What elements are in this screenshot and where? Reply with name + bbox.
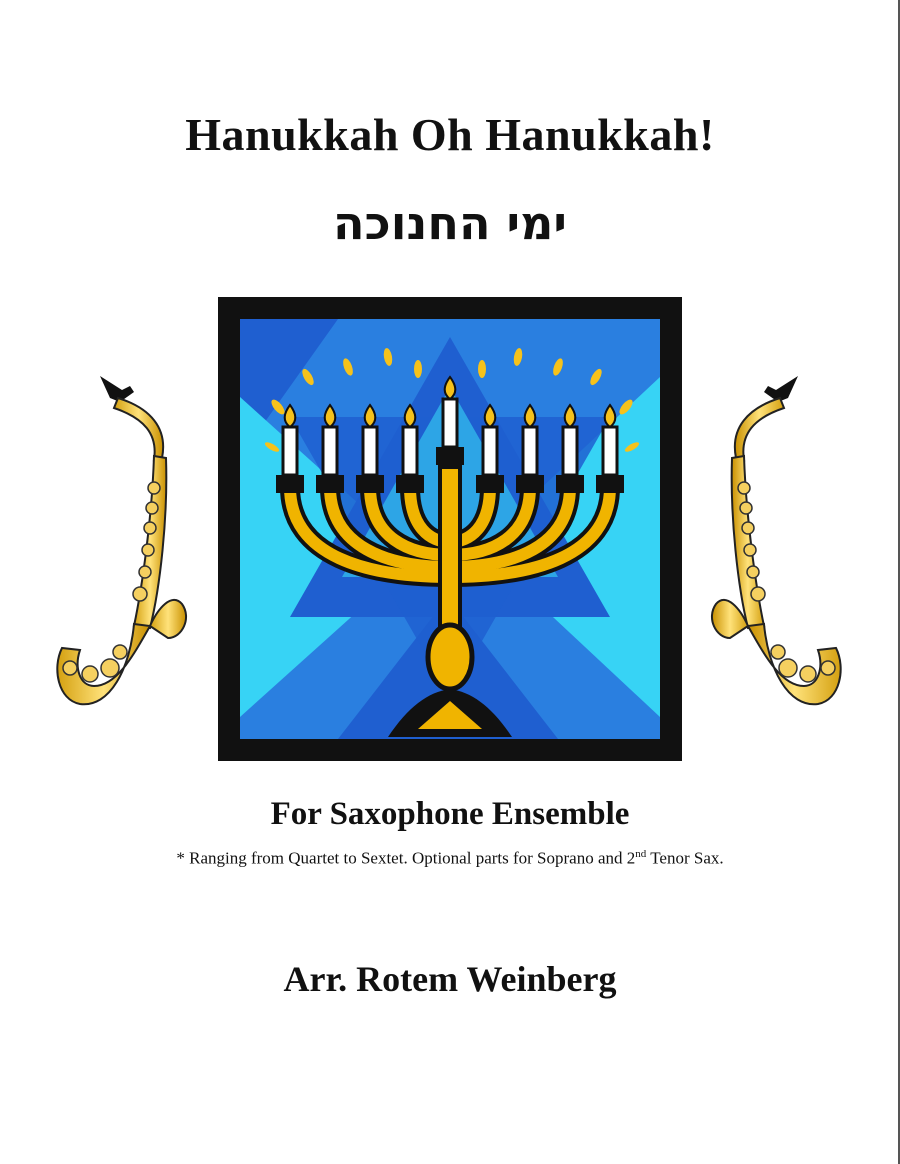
note-superscript: nd <box>635 848 647 860</box>
ensemble-subtitle: For Saxophone Ensemble <box>270 796 630 832</box>
arranger-credit: Arr. Rotem Weinberg <box>283 959 617 999</box>
instrumentation-note <box>0 848 900 869</box>
saxophone-icon <box>708 368 848 736</box>
menorah-icon <box>218 297 682 761</box>
note-text: * Ranging from Quartet to Sextet. Optional parts for Soprano and 2 <box>176 848 636 868</box>
hebrew-title: ימי החנוכה <box>333 196 567 250</box>
page-title: Hanukkah Oh Hanukkah! <box>185 109 715 160</box>
note-text-end: Tenor Sax. <box>646 848 724 868</box>
saxophone-icon <box>50 368 190 736</box>
